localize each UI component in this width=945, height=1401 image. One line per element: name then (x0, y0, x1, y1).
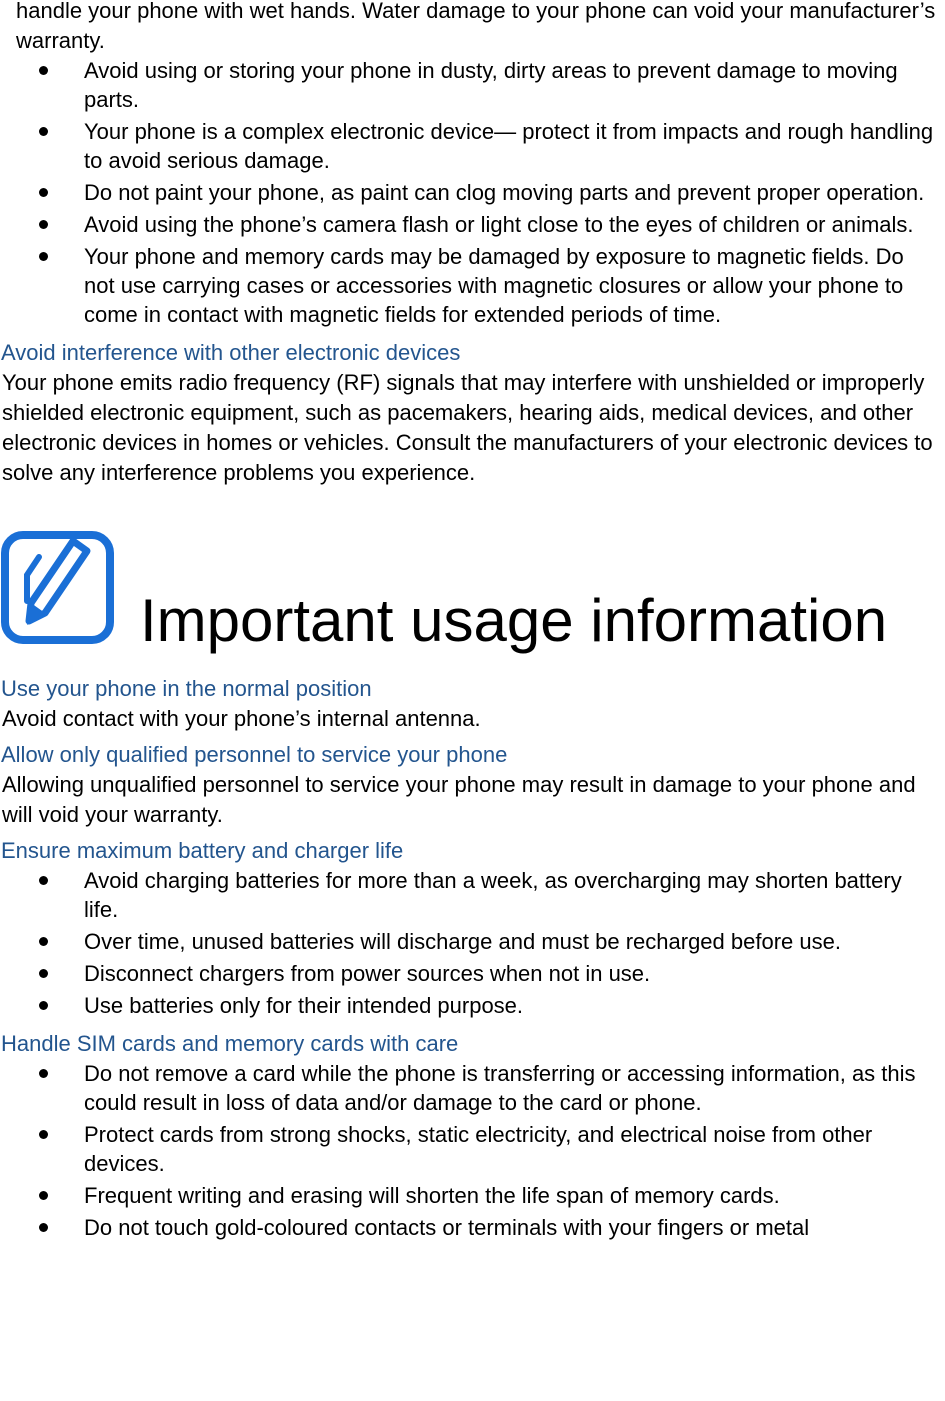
bullet-icon (39, 876, 48, 885)
bullet-icon (39, 127, 48, 136)
list-item (0, 1120, 945, 1178)
continued-paragraph: handle your phone with wet hands. Water damage to your phone can void your manufacturer’s warranty. (16, 0, 936, 53)
list-item-text: Frequent writing and erasing will shorten the life span of memory cards. (84, 1183, 780, 1208)
list-item (0, 1059, 945, 1117)
list-item-text: Avoid charging batteries for more than a week, as overcharging may shorten battery life. (84, 868, 902, 922)
list-item (0, 56, 945, 114)
normal-position-paragraph: Avoid contact with your phone’s internal antenna. (2, 706, 481, 731)
section-header (0, 524, 945, 674)
list-item-text: Avoid using or storing your phone in dusty, dirty areas to prevent damage to moving parts. (84, 58, 898, 112)
bullet-icon (39, 1223, 48, 1232)
bullet-icon (39, 969, 48, 978)
list-item-text: Disconnect chargers from power sources when not in use. (84, 961, 651, 986)
list-item (0, 991, 945, 1020)
list-item-text: Do not touch gold-coloured contacts or terminals with your fingers or metal (84, 1215, 810, 1240)
sim-cards-heading: Handle SIM cards and memory cards with care (1, 1031, 459, 1056)
battery-heading: Ensure maximum battery and charger life (1, 838, 404, 863)
list-item (0, 959, 945, 988)
bullet-icon (39, 188, 48, 197)
list-item-text: Do not paint your phone, as paint can clog moving parts and prevent proper operation. (84, 180, 925, 205)
list-item-text: Your phone and memory cards may be damaged by exposure to magnetic fields. Do not use carrying cases or accessories with magnetic closures or allow your phone to come in contact with magnetic fields for extended periods of time. (84, 244, 904, 327)
qualified-personnel-heading: Allow only qualified personnel to service your phone (1, 742, 508, 767)
note-pen-icon (1, 531, 114, 644)
list-item (0, 242, 945, 329)
interference-paragraph: Your phone emits radio frequency (RF) signals that may interfere with unshielded or improperly shielded electronic equipment, such as pacemakers, hearing aids, medical devices, and other electronic devices in homes or vehicles. Consult the manufacturers of your electronic devices to solve any interference problems you experience. (2, 370, 933, 485)
list-item-text: Avoid using the phone’s camera flash or light close to the eyes of children or animals. (84, 212, 914, 237)
list-item (0, 178, 945, 207)
care-bullet-list (0, 56, 945, 329)
sim-cards-bullet-list (0, 1059, 945, 1242)
interference-heading: Avoid interference with other electronic devices (1, 340, 461, 365)
list-item-text: Do not remove a card while the phone is transferring or accessing information, as this could result in loss of data and/or damage to the card or phone. (84, 1061, 916, 1115)
qualified-personnel-paragraph: Allowing unqualified personnel to service your phone may result in damage to your phone and will void your warranty. (2, 772, 916, 827)
list-item (0, 927, 945, 956)
normal-position-heading: Use your phone in the normal position (1, 676, 372, 701)
bullet-icon (39, 937, 48, 946)
list-item (0, 866, 945, 924)
list-item-text: Use batteries only for their intended purpose. (84, 993, 524, 1018)
battery-bullet-list (0, 866, 945, 1020)
bullet-icon (39, 220, 48, 229)
list-item-text: Over time, unused batteries will discharge and must be recharged before use. (84, 929, 841, 954)
section-title: Important usage information (140, 587, 888, 654)
list-item (0, 117, 945, 175)
bullet-icon (39, 1191, 48, 1200)
list-item (0, 1181, 945, 1210)
bullet-icon (39, 1001, 48, 1010)
list-item (0, 210, 945, 239)
list-item-text: Protect cards from strong shocks, static electricity, and electrical noise from other devices. (84, 1122, 873, 1176)
list-item-text: Your phone is a complex electronic device— protect it from impacts and rough handling to avoid serious damage. (84, 119, 934, 173)
list-item (0, 1213, 945, 1242)
bullet-icon (39, 66, 48, 75)
bullet-icon (39, 252, 48, 261)
bullet-icon (39, 1130, 48, 1139)
bullet-icon (39, 1069, 48, 1078)
